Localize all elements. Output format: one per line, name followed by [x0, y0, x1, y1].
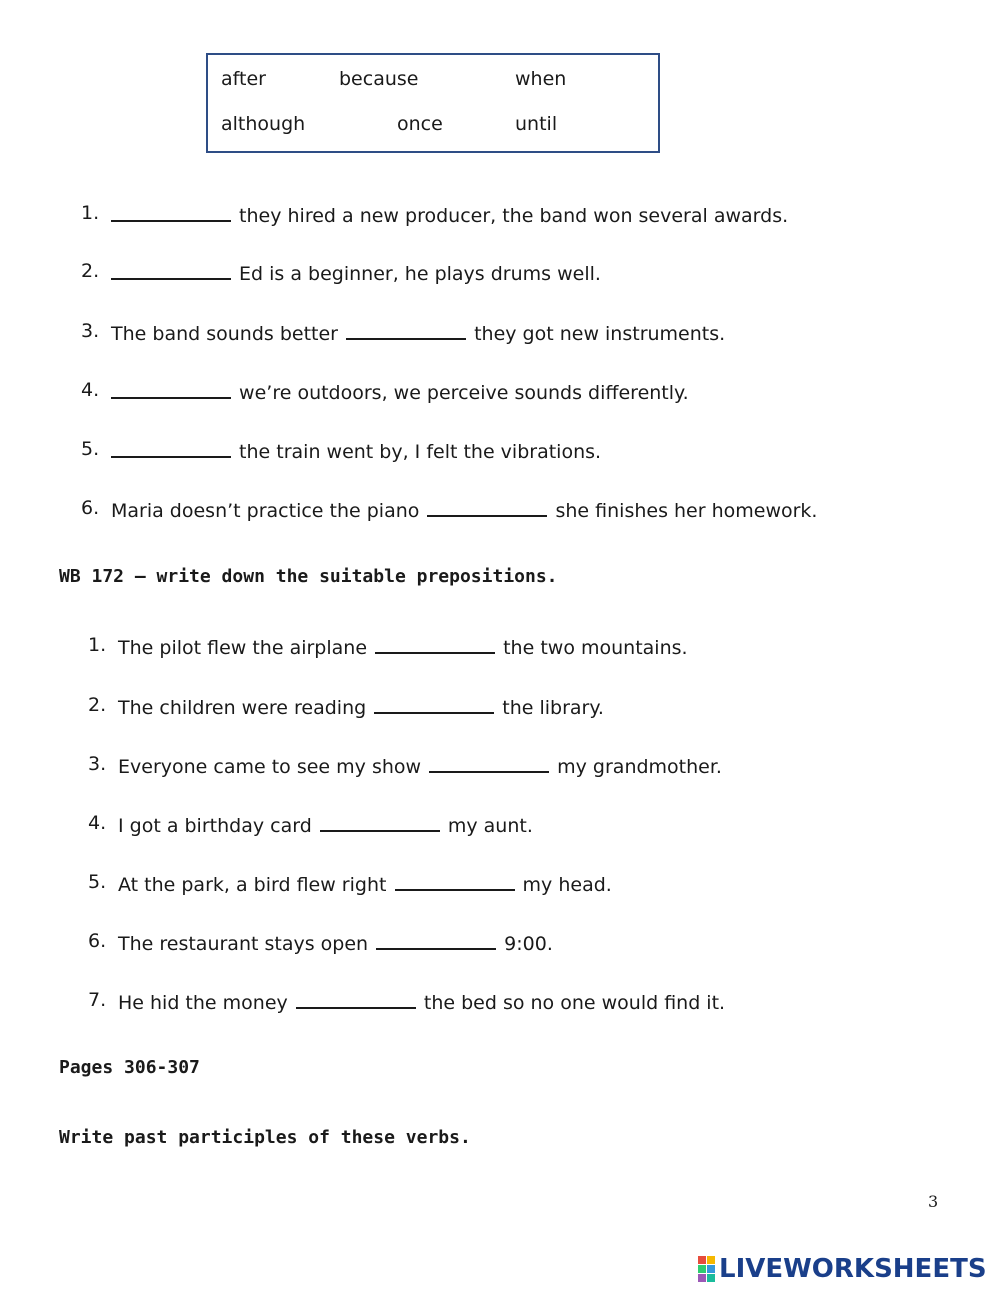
sentence [109, 379, 689, 404]
answer-blank[interactable] [395, 871, 515, 891]
word-bank-word: when [515, 68, 567, 90]
word-bank-word: until [515, 113, 558, 135]
sentence-text: the library. [502, 697, 604, 719]
item-number: 5. [81, 438, 100, 460]
sentence-text: the train went by, I felt the vibrations. [239, 441, 602, 463]
sentence-text: Ed is a beginner, he plays drums well. [239, 263, 601, 285]
sentence [118, 989, 725, 1014]
sentence [118, 930, 553, 955]
sentence-text: she finishes her homework. [555, 500, 818, 522]
answer-blank[interactable] [111, 202, 231, 222]
answer-blank[interactable] [320, 812, 440, 832]
sentence-text: He hid the money [118, 992, 288, 1014]
sentence-text: they hired a new producer, the band won several awards. [239, 205, 789, 227]
item-number: 6. [88, 930, 107, 952]
sentence-text: 9:00. [504, 933, 553, 955]
answer-blank[interactable] [374, 694, 494, 714]
sentence-text: The pilot flew the airplane [118, 637, 368, 659]
sentence-text: the two mountains. [503, 637, 688, 659]
sentence-text: they got new instruments. [474, 323, 726, 345]
word-bank-word: once [397, 113, 443, 135]
word-bank-box [206, 53, 660, 153]
item-number: 1. [81, 202, 100, 224]
answer-blank[interactable] [296, 989, 416, 1009]
logo-squares-icon [698, 1256, 715, 1282]
sentence [118, 812, 533, 837]
word-bank-word: although [221, 113, 306, 135]
sentence-text: Maria doesn’t practice the piano [111, 500, 420, 522]
sentence [111, 320, 725, 345]
answer-blank[interactable] [111, 260, 231, 280]
sentence-text: we’re outdoors, we perceive sounds differently. [239, 382, 689, 404]
item-number: 5. [88, 871, 107, 893]
sentence [118, 694, 604, 719]
sentence-text: The band sounds better [111, 323, 338, 345]
item-number: 7. [88, 989, 107, 1011]
answer-blank[interactable] [111, 438, 231, 458]
answer-blank[interactable] [375, 634, 495, 654]
answer-blank[interactable] [427, 497, 547, 517]
section-heading: WB 172 – write down the suitable prepositions. [59, 566, 558, 587]
answer-blank[interactable] [346, 320, 466, 340]
section-heading: Write past participles of these verbs. [59, 1127, 471, 1148]
item-number: 2. [88, 694, 107, 716]
sentence-text: the bed so no one would find it. [423, 992, 726, 1014]
sentence [109, 438, 601, 463]
sentence-text: I got a birthday card [118, 815, 312, 837]
sentence [111, 497, 817, 522]
answer-blank[interactable] [429, 753, 549, 773]
item-number: 4. [81, 379, 100, 401]
item-number: 3. [88, 753, 107, 775]
word-bank-word: after [221, 68, 266, 90]
sentence [118, 634, 688, 659]
pages-heading: Pages 306-307 [59, 1057, 200, 1078]
sentence-text: Everyone came to see my show [118, 756, 422, 778]
answer-blank[interactable] [376, 930, 496, 950]
sentence [109, 260, 601, 285]
sentence [109, 202, 788, 227]
word-bank-word: because [339, 68, 419, 90]
item-number: 6. [81, 497, 100, 519]
sentence-text: my grandmother. [557, 756, 722, 778]
sentence-text: At the park, a bird flew right [118, 874, 387, 896]
liveworksheets-logo [698, 1256, 987, 1282]
sentence [118, 871, 612, 896]
item-number: 2. [81, 260, 100, 282]
sentence-text: my head. [522, 874, 612, 896]
sentence-text: my aunt. [447, 815, 533, 837]
sentence-text: The restaurant stays open [118, 933, 369, 955]
answer-blank[interactable] [111, 379, 231, 399]
item-number: 3. [81, 320, 100, 342]
page-number: 3 [928, 1192, 939, 1211]
sentence [118, 753, 722, 778]
item-number: 4. [88, 812, 107, 834]
sentence-text: The children were reading [118, 697, 367, 719]
logo-text: LIVEWORKSHEETS [719, 1254, 987, 1284]
item-number: 1. [88, 634, 107, 656]
